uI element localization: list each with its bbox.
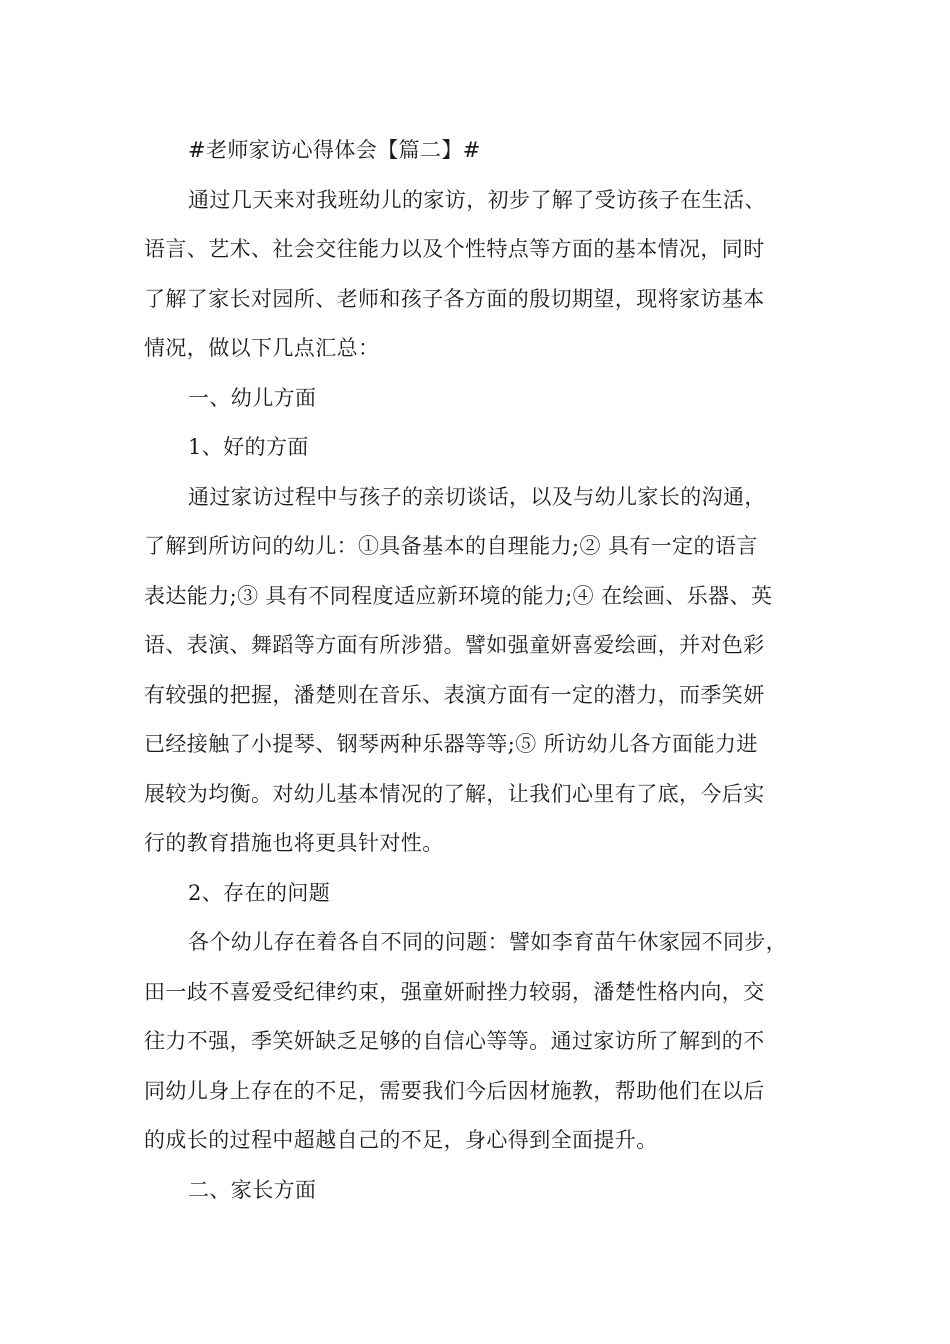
subheading-problems: 2、存在的问题 (188, 880, 331, 905)
section-heading-parents: 二、家长方面 (188, 1177, 317, 1202)
strengths-line: 行的教育措施也将更具针对性。 (144, 831, 444, 855)
problems-line: 田一歧不喜爱受纪律约束，强童妍耐挫力较弱，潘楚性格内向，交 (144, 979, 765, 1004)
intro-line: 情况，做以下几点汇总： (144, 336, 380, 360)
strengths-line: 了解到所访问的幼儿：①具备基本的自理能力;② 具有一定的语言 (144, 534, 758, 558)
intro-line: 了解了家长对园所、老师和孩子各方面的殷切期望，现将家访基本 (144, 286, 765, 311)
subheading-strengths: 1、好的方面 (188, 435, 309, 459)
section-heading-children: 一、幼儿方面 (188, 385, 317, 410)
intro-line: 通过几天来对我班幼儿的家访，初步了解了受访孩子在生活、 (188, 187, 766, 212)
problems-line: 同幼儿身上存在的不足，需要我们今后因材施教，帮助他们在以后 (144, 1078, 765, 1103)
document-title: #老师家访心得体会【篇二】# (188, 138, 481, 162)
problems-line: 往力不强，季笑妍缺乏足够的自信心等等。通过家访所了解到的不 (144, 1029, 765, 1053)
problems-line: 的成长的过程中超越自己的不足，身心得到全面提升。 (144, 1128, 658, 1152)
strengths-line: 表达能力;③ 具有不同程度适应新环境的能力;④ 在绘画、乐器、英 (144, 583, 773, 608)
strengths-line: 已经接触了小提琴、钢琴两种乐器等等;⑤ 所访幼儿各方面能力进 (144, 732, 758, 756)
problems-line: 各个幼儿存在着各自不同的问题：譬如李育苗午休家园不同步， (188, 930, 788, 954)
strengths-line: 展较为均衡。对幼儿基本情况的了解，让我们心里有了底，今后实 (144, 781, 765, 806)
strengths-line: 有较强的把握，潘楚则在音乐、表演方面有一定的潜力，而季笑妍 (144, 682, 765, 707)
intro-line: 语言、艺术、社会交往能力以及个性特点等方面的基本情况，同时 (144, 237, 765, 261)
strengths-line: 语、表演、舞蹈等方面有所涉猎。譬如强童妍喜爱绘画，并对色彩 (144, 633, 765, 657)
strengths-line: 通过家访过程中与孩子的亲切谈话，以及与幼儿家长的沟通， (188, 484, 766, 509)
document-body (144, 126, 820, 1215)
